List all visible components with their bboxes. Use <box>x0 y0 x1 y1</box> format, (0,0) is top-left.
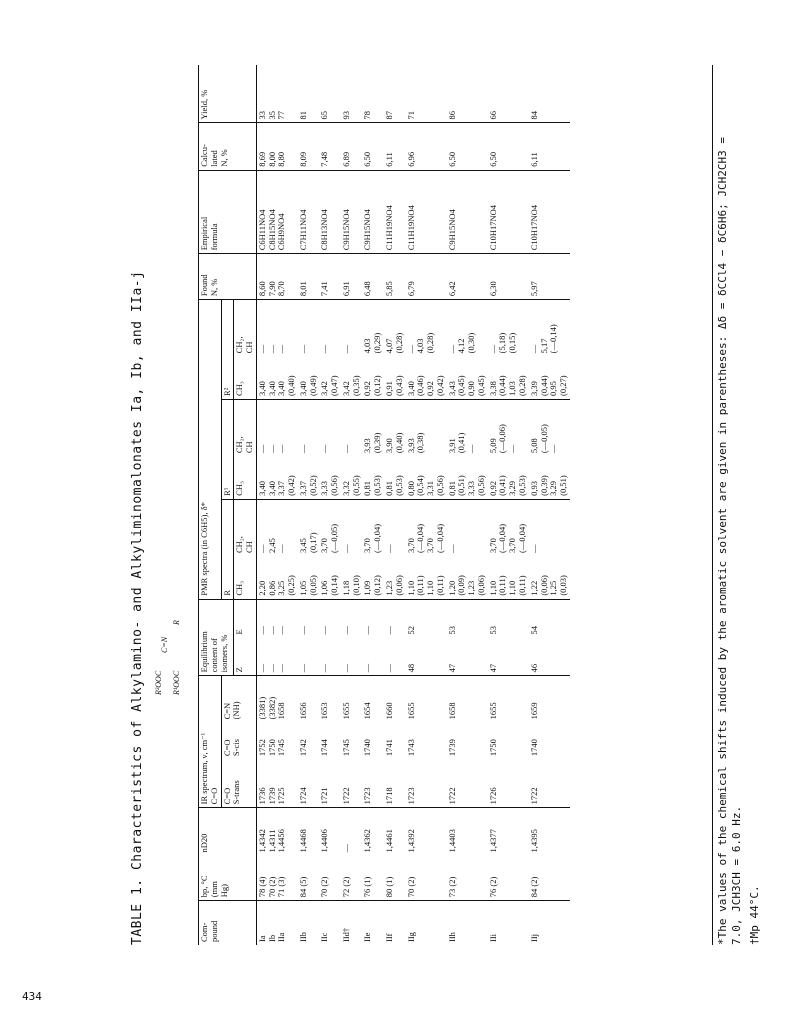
cell-compound: IIb <box>297 932 308 942</box>
cell-z: — <box>298 638 320 676</box>
rotated-table-block <box>110 35 796 975</box>
header-equilibrium: Equilibrium content of isomers, % <box>199 599 234 676</box>
header-cn: C=N (NH) <box>221 676 256 723</box>
cell-yield: 84 <box>529 65 570 123</box>
cell-e: — <box>384 626 395 635</box>
cell-calc: 8,69 8,00 8,80 <box>256 123 298 170</box>
cell-nd: — <box>340 844 351 853</box>
cell-co-cis: 1745 <box>340 739 351 757</box>
header-compound: Com- pound <box>199 901 257 945</box>
cell-e: 53 <box>446 626 457 635</box>
cell-nd: 1,4342 1,4311 1,4456 <box>256 829 287 853</box>
cell-co-cis: 1742 <box>297 739 308 757</box>
cell-compound: Ia Ib IIa <box>256 932 287 942</box>
characteristics-table <box>198 65 570 945</box>
cell-yield: 78 <box>362 65 384 123</box>
cell-r-ch2ch: 3,70 (—0,04) <box>362 523 383 554</box>
cell-r1-ch2ch: — <box>340 444 351 454</box>
cell-compound: IIf <box>384 933 395 942</box>
cell-bp: 84 (5) <box>298 856 320 901</box>
cell-r1-ch3: 3,32 (0,55) <box>341 456 363 499</box>
cell-r2-ch3: 3,42 (0,47) <box>319 356 341 399</box>
cell-cn: (3381) (3382) 1658 <box>256 696 287 720</box>
cell-e: 52 <box>405 626 416 635</box>
cell-r1-ch2ch: — <box>319 444 330 454</box>
cell-r2-ch2ch: 4,03 (0,29) <box>362 332 383 354</box>
cell-co-trans: 1724 <box>298 759 320 808</box>
cell-calc: 6,11 <box>529 123 570 170</box>
cell-r1-ch2ch: — <box>297 444 308 454</box>
cell-co-cis: 1741 <box>384 739 395 757</box>
cell-calc: 6,89 <box>341 123 363 170</box>
cell-r2-ch2ch: — (5,18) (0,15) <box>487 332 518 354</box>
cell-z: 48 <box>406 638 447 676</box>
cell-r-ch3: 1,22 (0,06) 1,25 (0,03) <box>529 556 570 599</box>
cell-e: — <box>297 626 308 635</box>
cell-bp: 80 (1) <box>384 856 406 901</box>
cell-cn: 1658 <box>446 702 457 720</box>
cell-nd: 1,4392 <box>405 829 416 853</box>
cell-cn: 1655 <box>340 702 351 720</box>
cell-calc: 8,09 <box>298 123 320 170</box>
cell-r2-ch2ch: — 4,03 (0,28) <box>405 332 436 354</box>
cell-e: — — — <box>256 626 287 635</box>
header-r2-ch2ch: CH₂, CH <box>234 300 257 357</box>
cell-yield: 93 <box>341 65 363 123</box>
cell-e: 53 <box>487 626 498 635</box>
cell-compound: IIh <box>446 932 457 942</box>
cell-co-trans: 1722 <box>341 759 363 808</box>
cell-bp: 76 (2) <box>488 856 529 901</box>
cell-bp: 70 (2) <box>319 856 341 901</box>
cell-formula: C9H15NO4 <box>362 170 384 254</box>
cell-r-ch2ch: — <box>384 544 395 554</box>
header-e: E <box>234 599 257 637</box>
cell-r-ch3: 1,10 (0,11) 1,10 (0,11) <box>488 556 529 599</box>
header-nd: nD20 <box>199 808 257 856</box>
cell-r-ch3: 1,09 (0,12) <box>362 556 384 599</box>
cell-cn: 1660 <box>384 702 395 720</box>
cell-r-ch2ch: — <box>528 544 539 554</box>
header-r1: R¹ <box>221 399 234 499</box>
cell-r2-ch2ch: — — — <box>256 344 287 354</box>
cell-z: — — — <box>256 638 298 676</box>
cell-nd: 1,4406 <box>319 829 330 853</box>
cell-bp: 72 (2) <box>341 856 363 901</box>
cell-r2-ch3: 3,39 (0,44) 0,95 (0,27) <box>529 356 570 399</box>
cell-e: — <box>340 626 351 635</box>
cell-formula: C11H19NO4 <box>406 170 447 254</box>
cell-calc: 6,50 <box>362 123 384 170</box>
header-co-cis: C=O S-cis <box>221 722 256 759</box>
cell-e: — <box>319 626 330 635</box>
footnote-mp: †Mp 44°C. <box>748 885 761 945</box>
cell-r2-ch3: 0,91 (0,43) <box>384 356 406 399</box>
cell-r-ch3: 1,23 (0,06) <box>384 556 406 599</box>
header-bp: bp, °C (mm Hg) <box>199 856 257 901</box>
table-row <box>406 65 447 945</box>
cell-found: 5,85 <box>384 254 406 300</box>
cell-r1-ch3: 0,81 (0,53) <box>384 456 406 499</box>
cell-r1-ch3: 3,40 3,40 3,37 (0,42) <box>256 456 298 499</box>
cell-r2-ch2ch: — 5,17 (—0,14) <box>528 324 559 354</box>
cell-yield: 86 <box>447 65 488 123</box>
cell-e: 54 <box>528 626 539 635</box>
cell-nd: 1,4362 <box>362 829 373 853</box>
cell-yield: 66 <box>488 65 529 123</box>
cell-z: 47 <box>488 638 529 676</box>
cell-formula: C8H13NO4 <box>319 170 341 254</box>
cell-bp: 73 (2) <box>447 856 488 901</box>
header-z: Z <box>234 638 257 676</box>
cell-co-trans: 1722 <box>529 759 570 808</box>
cell-yield: 33 35 77 <box>256 65 298 123</box>
cell-r-ch3: 1,10 (0,11) 1,10 (0,11) <box>406 556 447 599</box>
cell-r-ch2ch: 3,70 (—0,05) <box>319 523 340 554</box>
header-calc: Calcu- lated N, % <box>199 123 257 170</box>
cell-co-trans: 1736 1739 1725 <box>256 759 298 808</box>
cell-compound: IIj <box>528 933 539 942</box>
cell-calc: 7,48 <box>319 123 341 170</box>
skeleton-label-3: R¹OOC <box>172 670 181 695</box>
header-r-ch3: CH₃ <box>234 556 257 599</box>
skeleton-label-2: C=N <box>160 636 169 653</box>
skeleton-label-1: R²OOC <box>154 670 163 695</box>
cell-nd: 1,4468 <box>297 829 308 853</box>
cell-co-cis: 1743 <box>405 739 416 757</box>
cell-r2-ch2ch: 4,07 (0,28) <box>384 332 404 354</box>
cell-co-cis: 1740 <box>362 739 373 757</box>
table-row <box>384 65 406 945</box>
cell-r-ch2ch: — <box>340 544 351 554</box>
cell-r-ch2ch: — <box>446 544 457 554</box>
table-row <box>488 65 529 945</box>
cell-co-trans: 1723 <box>362 759 384 808</box>
cell-calc: 6,11 <box>384 123 406 170</box>
cell-cn: 1656 <box>297 702 308 720</box>
cell-r2-ch2ch: — <box>319 344 330 354</box>
cell-yield: 71 <box>406 65 447 123</box>
cell-found: 6,48 <box>362 254 384 300</box>
cell-nd: 1,4403 <box>446 829 457 853</box>
cell-r1-ch2ch: 3,91 (0,41) — <box>446 432 477 454</box>
cell-yield: 65 <box>319 65 341 123</box>
cell-bp: 76 (1) <box>362 856 384 901</box>
table-row <box>298 65 320 945</box>
cell-r2-ch3: 3,40 (0,46) 0,92 (0,42) <box>406 356 447 399</box>
cell-compound: IIc <box>319 932 330 942</box>
cell-r1-ch2ch: 3,93 (0,38) <box>405 432 426 454</box>
header-r2-ch3: CH₃ <box>234 356 257 399</box>
cell-z: 46 <box>529 638 570 676</box>
cell-r1-ch2ch: 5,08 (—0,05) — <box>528 424 559 454</box>
header-pmr: PMR spectra (in C6H5), δ* <box>199 300 222 600</box>
cell-cn: 1655 <box>405 702 416 720</box>
cell-r2-ch2ch: — 4,12 (0,30) <box>446 332 477 354</box>
header-found: Found N, % <box>199 254 257 300</box>
table-row <box>319 65 341 945</box>
table-row <box>341 65 363 945</box>
cell-z: — <box>362 638 384 676</box>
cell-co-trans: 1721 <box>319 759 341 808</box>
cell-bp: 78 (4) 70 (2) 71 (3) <box>256 856 298 901</box>
cell-r-ch3: 2,20 0,86 3,25 (0,25) <box>256 556 298 599</box>
cell-found: 5,97 <box>529 254 570 300</box>
cell-co-trans: 1722 <box>447 759 488 808</box>
footnote-shifts: *The values of the chemical shifts induced by the aromatic solvent are given in parentheses: Δδ = δCCl4 − δC6H6; JCH2CH3 = <box>712 65 729 945</box>
cell-r1-ch3: 0,81 (0,53) <box>362 456 384 499</box>
footnote-coupling: 7.0, JCH3CH = 6.0 Hz. <box>730 805 743 945</box>
cell-r-ch3: 1,18 (0,10) <box>341 556 363 599</box>
cell-nd: 1,4395 <box>528 829 539 853</box>
cell-r1-ch2ch: 3,93 (0,39) <box>362 432 383 454</box>
cell-found: 6,91 <box>341 254 363 300</box>
cell-cn: 1655 <box>487 702 498 720</box>
cell-r-ch2ch: — 2,45 — <box>256 538 287 554</box>
cell-found: 8,60 7,90 8,70 <box>256 254 298 300</box>
header-r1-ch3: CH₃ <box>234 456 257 499</box>
cell-formula: C9H15NO4 <box>341 170 363 254</box>
cell-r1-ch3: 0,81 (0,51) 3,33 (0,56) <box>447 456 488 499</box>
cell-r1-ch3: 3,37 (0,52) <box>298 456 320 499</box>
cell-r2-ch3: 3,40 (0,49) <box>298 356 320 399</box>
cell-bp: 70 (2) <box>406 856 447 901</box>
cell-co-cis: 1739 <box>446 739 457 757</box>
header-r-ch2ch: CH₂, CH <box>234 499 257 556</box>
skeleton-label-4: R <box>172 620 181 625</box>
cell-bp: 84 (2) <box>529 856 570 901</box>
cell-r2-ch3: 3,43 (0,45) 0,90 (0,45) <box>447 356 488 399</box>
cell-r-ch2ch: 3,70 (—0,04) 3,70 (—0,04) <box>405 523 445 554</box>
table-row <box>529 65 570 945</box>
table-row <box>447 65 488 945</box>
header-r1-ch2ch: CH₂, CH <box>234 399 257 456</box>
cell-found: 6,79 <box>406 254 447 300</box>
cell-r-ch3: 1,20 (0,09) 1,23 (0,06) <box>447 556 488 599</box>
table-row <box>256 65 298 945</box>
cell-z: — <box>319 638 341 676</box>
cell-r1-ch3: 0,93 (0,39) 3,29 (0,51) <box>529 456 570 499</box>
cell-compound: IIg <box>405 932 416 942</box>
cell-r-ch2ch: 3,70 (—0,04) 3,70 (—0,04) <box>487 523 527 554</box>
cell-calc: 6,50 <box>488 123 529 170</box>
cell-r-ch3: 1,05 (0,05) <box>298 556 320 599</box>
cell-nd: 1,4377 <box>487 829 498 853</box>
header-r: R <box>221 499 234 599</box>
cell-r1-ch3: 0,92 (0,41) 3,29 (0,53) <box>488 456 529 499</box>
cell-cn: 1659 <box>528 702 539 720</box>
cell-r2-ch2ch: — <box>297 344 308 354</box>
header-yield: Yield, % <box>199 65 257 123</box>
cell-r-ch3: 1,06 (0,14) <box>319 556 341 599</box>
cell-nd: 1,4461 <box>384 829 395 853</box>
cell-r1-ch2ch: 5,09 (—0,06) — <box>487 424 518 454</box>
cell-yield: 87 <box>384 65 406 123</box>
cell-r1-ch2ch: — — — <box>256 444 287 454</box>
cell-found: 7,41 <box>319 254 341 300</box>
cell-formula: C11H19NO4 <box>384 170 406 254</box>
cell-found: 8,01 <box>298 254 320 300</box>
cell-formula: C7H11NO4 <box>298 170 320 254</box>
cell-cn: 1654 <box>362 702 373 720</box>
table-row <box>362 65 384 945</box>
cell-co-trans: 1723 <box>406 759 447 808</box>
cell-formula: C10H17NO4 <box>529 170 570 254</box>
cell-co-cis: 1752 1750 1745 <box>256 739 287 757</box>
cell-compound: IIe <box>362 932 373 942</box>
cell-co-trans: 1718 <box>384 759 406 808</box>
cell-found: 6,30 <box>488 254 529 300</box>
cell-cn: 1653 <box>319 702 330 720</box>
cell-r2-ch3: 3,40 3,40 3,40 (0,40) <box>256 356 298 399</box>
cell-compound: IId† <box>340 927 351 942</box>
cell-r2-ch3: 3,42 (0,35) <box>341 356 363 399</box>
cell-r2-ch3: 0,92 (0,12) <box>362 356 384 399</box>
cell-r2-ch3: 3,38 (0,44) 1,03 (0,28) <box>488 356 529 399</box>
cell-found: 6,42 <box>447 254 488 300</box>
table-caption: TABLE 1. Characteristics of Alkylamino- and Alkyliminomalonates Ia, Ib, and IIa-j <box>130 270 145 945</box>
header-ir: IR spectrum, ν, cm⁻¹ C=O <box>199 676 222 808</box>
header-r2: R² <box>221 300 234 400</box>
cell-formula: C10H17NO4 <box>488 170 529 254</box>
cell-compound: IIi <box>487 933 498 942</box>
header-co-trans: C=O S-trans <box>221 759 256 808</box>
cell-r1-ch3: 0,80 (0,54) 3,31 (0,56) <box>406 456 447 499</box>
page-number: 434 <box>22 990 42 1003</box>
header-formula: Empirical formula <box>199 170 257 254</box>
cell-yield: 81 <box>298 65 320 123</box>
cell-z: 47 <box>447 638 488 676</box>
cell-e: — <box>362 626 373 635</box>
cell-formula: C6H11NO4 C8H15NO4 C6H9NO4 <box>256 170 298 254</box>
cell-co-cis: 1740 <box>528 739 539 757</box>
cell-calc: 6,96 <box>406 123 447 170</box>
cell-r-ch2ch: 3,45 (0,17) <box>297 532 318 554</box>
cell-r1-ch2ch: 3,90 (0,40) <box>384 432 404 454</box>
cell-formula: C9H15NO4 <box>447 170 488 254</box>
cell-r2-ch2ch: — <box>340 344 351 354</box>
cell-co-trans: 1726 <box>488 759 529 808</box>
cell-co-cis: 1744 <box>319 739 330 757</box>
cell-co-cis: 1750 <box>487 739 498 757</box>
cell-z: — <box>384 638 406 676</box>
cell-z: — <box>341 638 363 676</box>
cell-calc: 6,50 <box>447 123 488 170</box>
cell-r1-ch3: 3,33 (0,56) <box>319 456 341 499</box>
